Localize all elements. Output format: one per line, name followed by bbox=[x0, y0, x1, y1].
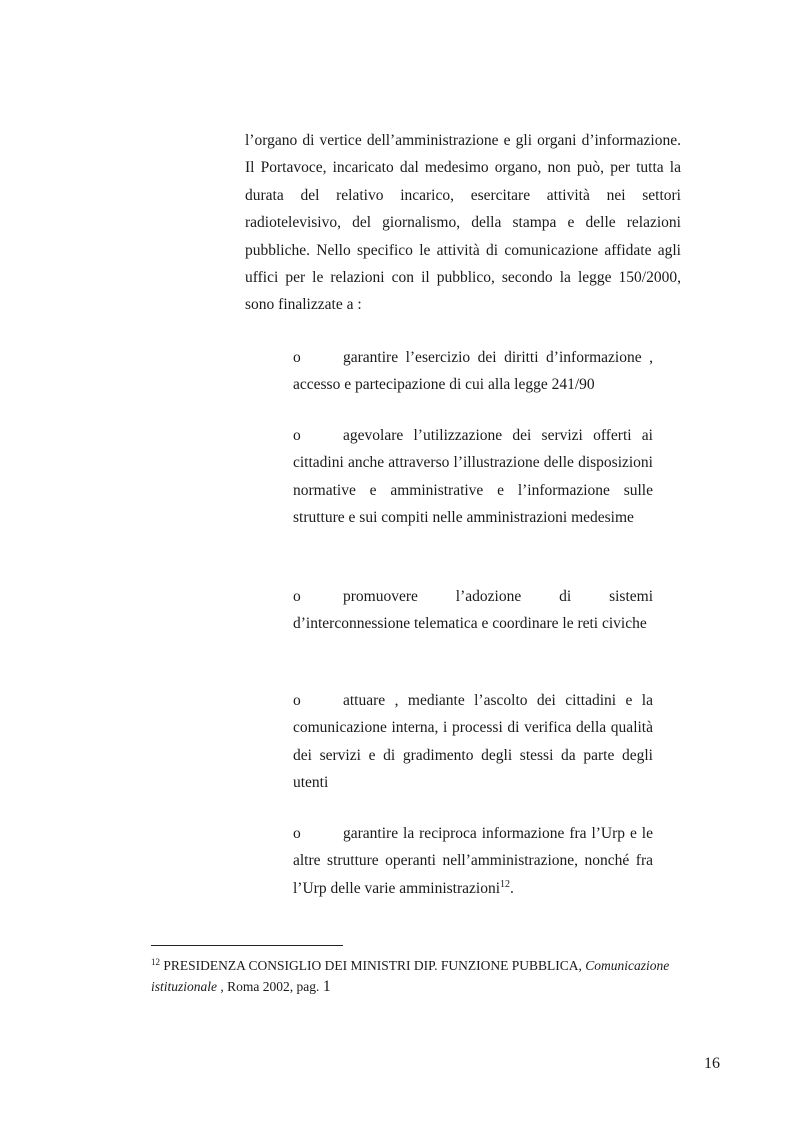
bullet-marker: o bbox=[293, 588, 301, 605]
list-item-text: garantire la reciproca informazione fra l’Urp e le altre strutture operanti nell’amministrazione, nonché fra l’Urp delle varie amministrazioni bbox=[293, 825, 653, 897]
list-item bbox=[293, 583, 653, 638]
list-item-text: agevolare l’utilizzazione dei servizi offerti ai cittadini anche attraverso l’illustrazione delle disposizioni normative e amministrative e l’informazione sulle strutture e sui compiti nelle amministrazioni medesime bbox=[293, 427, 653, 527]
page-number: 16 bbox=[704, 1055, 720, 1072]
footnote-marker: 12 bbox=[151, 957, 160, 967]
list-item-text: promuovere l’adozione di sistemi d’interconnessione telematica e coordinare le reti civiche bbox=[293, 588, 653, 633]
bullet-marker: o bbox=[293, 427, 301, 444]
list-item bbox=[293, 687, 653, 797]
bullet-marker: o bbox=[293, 349, 301, 366]
footnote-details: , Roma 2002, pag. bbox=[217, 979, 323, 994]
footnote-divider bbox=[151, 945, 343, 946]
footnote-page: 1 bbox=[322, 978, 331, 995]
list-item-text: garantire l’esercizio dei diritti d’informazione , accesso e partecipazione di cui alla legge 241/90 bbox=[293, 349, 653, 394]
list-item-trailing: . bbox=[510, 879, 514, 897]
list-item bbox=[293, 820, 653, 902]
footnote bbox=[151, 955, 681, 997]
bullet-marker: o bbox=[293, 825, 301, 842]
bullet-marker: o bbox=[293, 692, 301, 709]
footnote-source: PRESIDENZA CONSIGLIO DEI MINISTRI DIP. FUNZIONE PUBBLICA, bbox=[160, 958, 586, 973]
list-item-text: attuare , mediante l’ascolto dei cittadini e la comunicazione interna, i processi di verifica della qualità dei servizi e di gradimento degli stessi da parte degli utenti bbox=[293, 692, 653, 792]
list-item bbox=[293, 344, 653, 399]
intro-paragraph: l’organo di vertice dell’amministrazione e gli organi d’informazione. Il Portavoce, incaricato dal medesimo organo, non può, per tutta la durata del relativo incarico, esercitare attività nei settori radiotelevisivo, del giornalismo, della stampa e delle relazioni pubbliche. Nello specifico le attività di comunicazione affidate agli uffici per le relazioni con il pubblico, secondo la legge 150/2000, sono finalizzate a : bbox=[245, 132, 681, 314]
list-item bbox=[293, 422, 653, 532]
footnote-reference: 12 bbox=[500, 878, 511, 890]
footnote-title: Comunicazione istituzionale bbox=[151, 958, 670, 994]
